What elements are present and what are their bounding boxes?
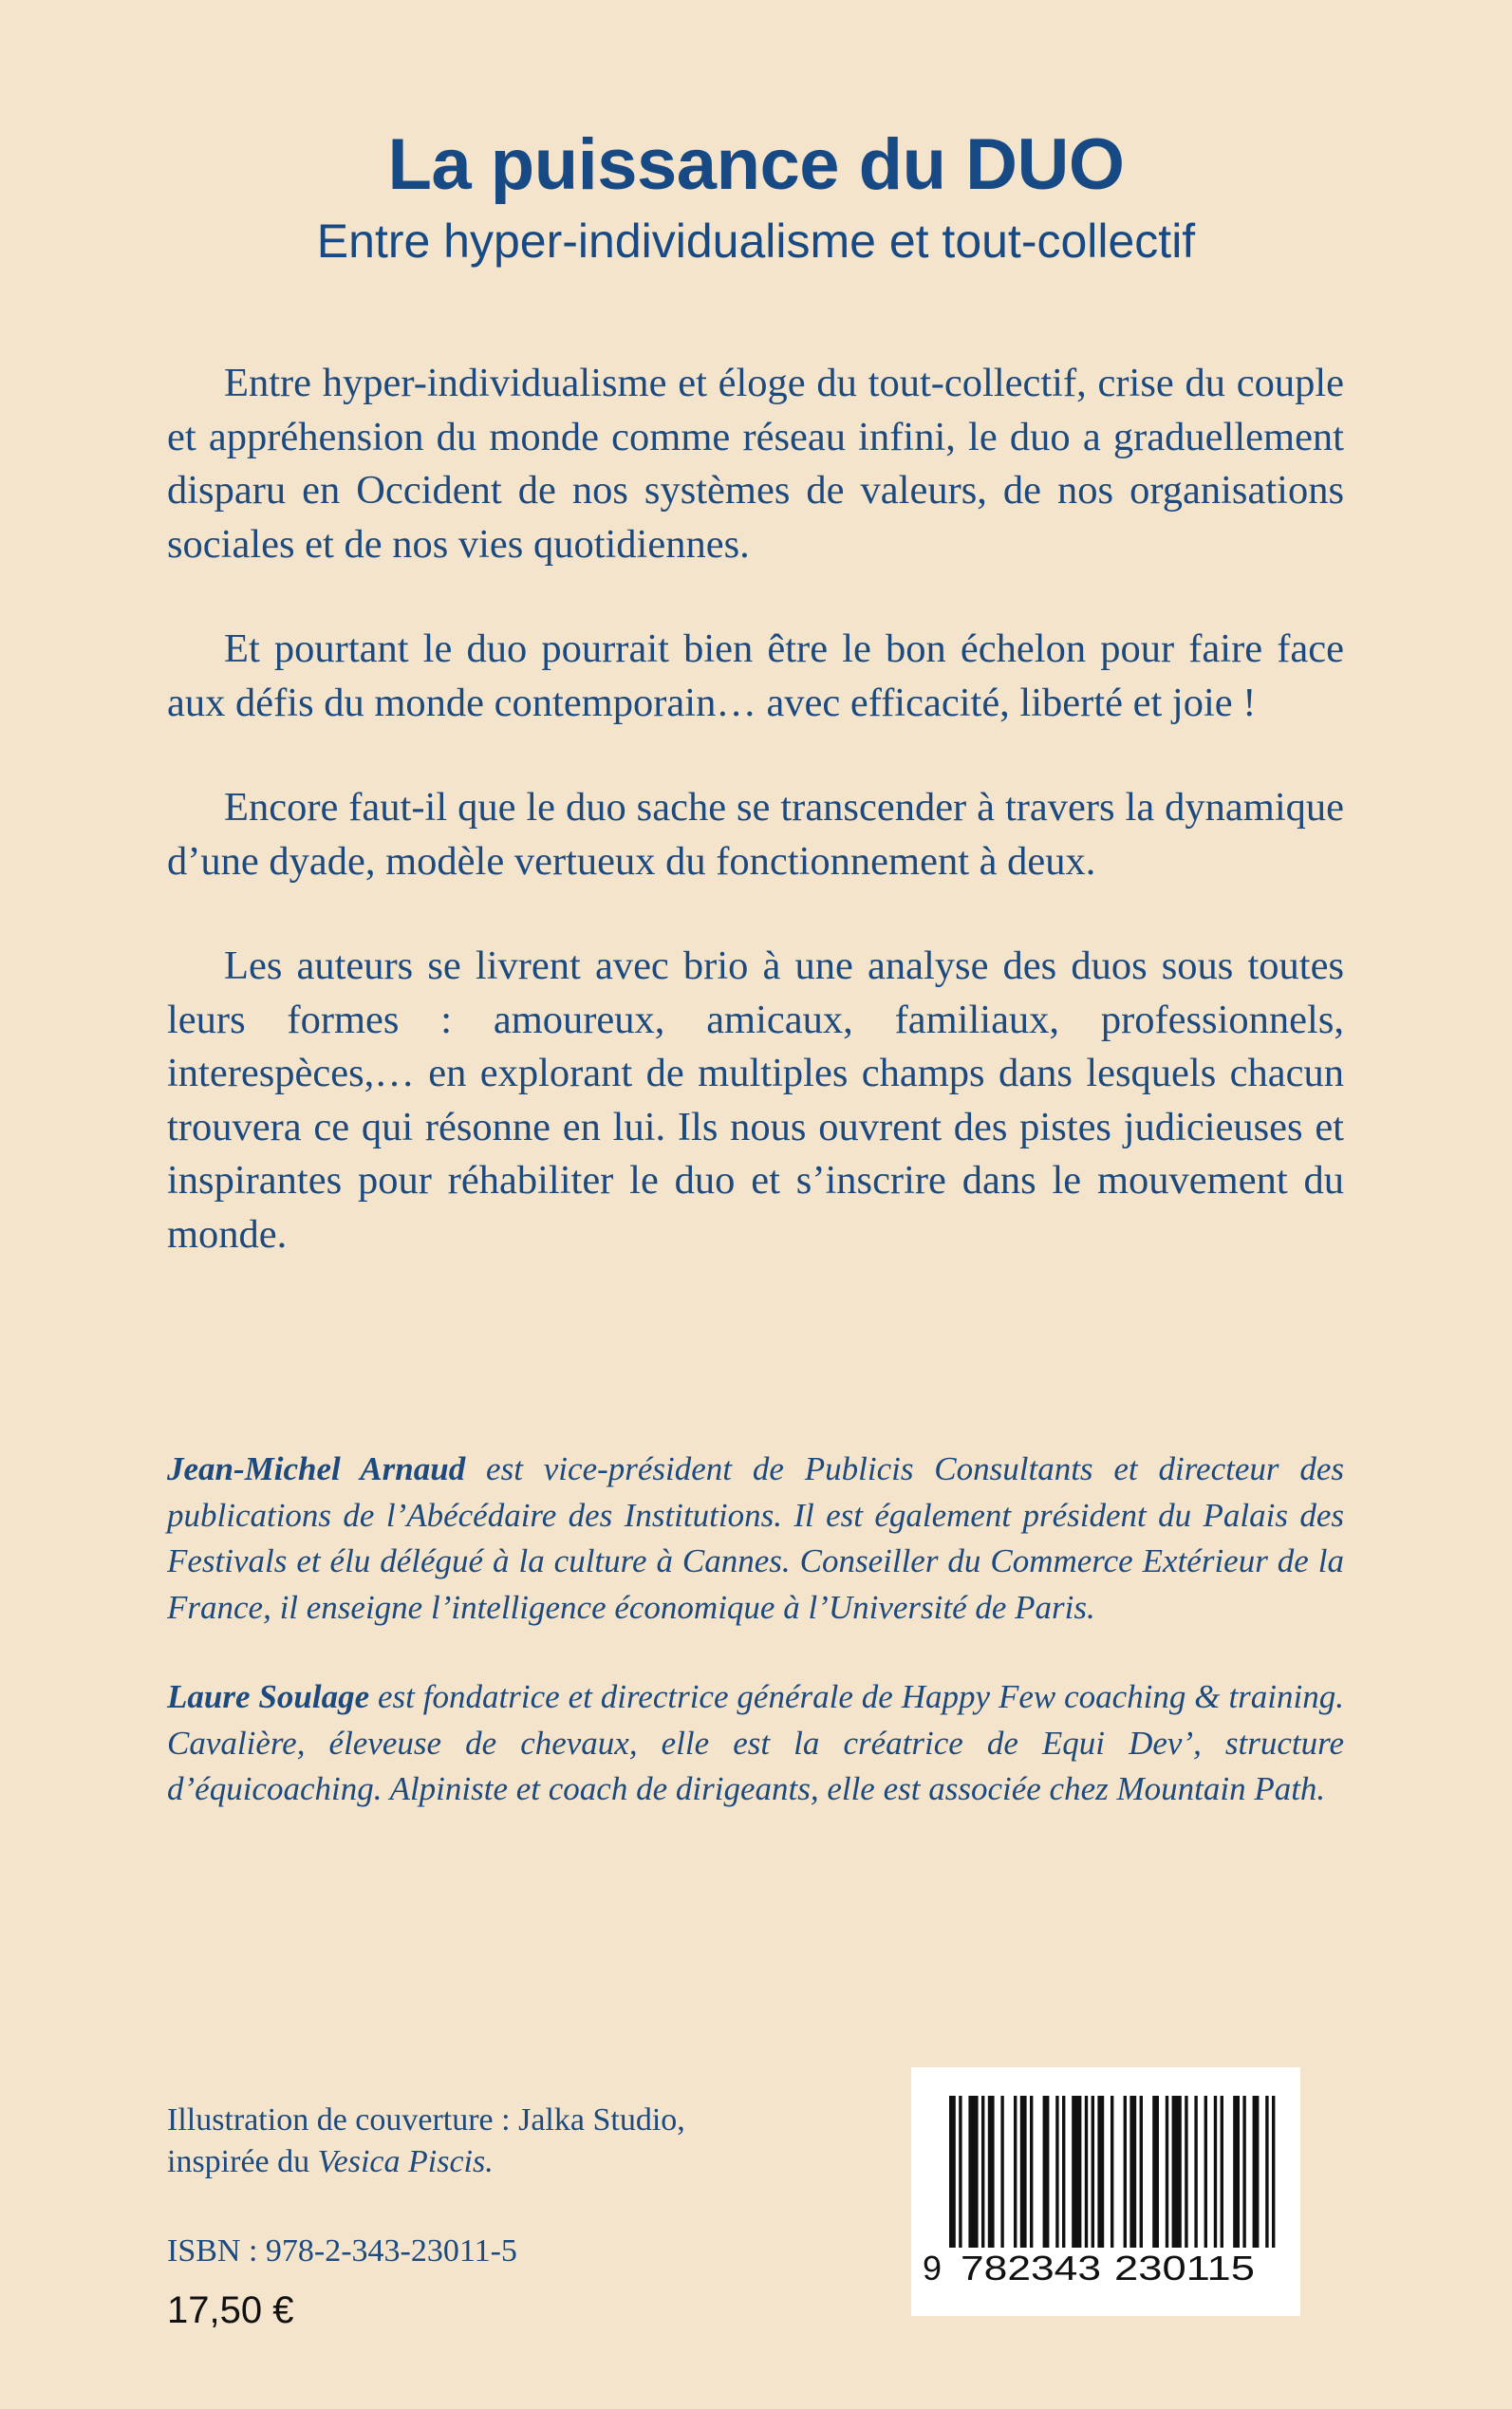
barcode-bar — [1043, 2096, 1050, 2248]
barcode-bar — [1166, 2096, 1168, 2248]
barcode-bar — [981, 2096, 984, 2248]
barcode-bar — [1194, 2096, 1197, 2248]
barcode-right-digits: 230115 — [1114, 2249, 1255, 2288]
price-label: 17,50 € — [167, 2289, 294, 2331]
barcode-bar — [1204, 2096, 1207, 2248]
blurb-paragraph: Et pourtant le duo pourrait bien être le bon échelon pour faire face aux défis du monde contemporain… avec efficacité, liberté et joie ! — [167, 626, 1344, 725]
barcode-bar — [1085, 2096, 1088, 2248]
credit-prefix: inspirée du — [167, 2144, 318, 2179]
author-name: Jean-Michel Arnaud — [167, 1450, 466, 1487]
barcode-bar — [1140, 2096, 1143, 2248]
barcode-bar — [1055, 2096, 1058, 2248]
barcode-bar — [1172, 2096, 1182, 2248]
barcode-bar — [1097, 2096, 1104, 2248]
barcode-bar — [949, 2096, 956, 2248]
barcode-bar — [959, 2096, 961, 2248]
blurb-paragraph: Les auteurs se livrent avec brio à une analyse des duos sous toutes leurs formes : amoureux, amicaux, familiaux, professionnels, interespèces,… en explorant de multiples champs dans lesquels chacun trouvera ce qui résonne en lui. Ils nous ouvrent des pistes judicieuses et inspirantes pour réhabiliter le duo et s’inscrire dans le mouvement du monde. — [167, 943, 1344, 1257]
barcode-bar — [1242, 2096, 1245, 2248]
author-bios — [167, 1447, 1344, 1857]
barcode-bar — [1265, 2096, 1268, 2248]
book-subtitle: Entre hyper-individualisme et tout-collectif — [316, 215, 1196, 268]
barcode-bar — [1092, 2096, 1094, 2248]
barcode-bar — [1185, 2096, 1187, 2248]
barcode-bars — [949, 2096, 1275, 2248]
author-name: Laure Soulage — [167, 1678, 370, 1715]
barcode-bar — [968, 2096, 978, 2248]
barcode-bar — [1233, 2096, 1240, 2248]
credit-work-title: Vesica Piscis. — [317, 2144, 494, 2179]
barcode-bar — [1129, 2096, 1136, 2248]
barcode-lead-digit: 9 — [923, 2249, 943, 2288]
barcode-bar — [1020, 2096, 1027, 2248]
credit-line: Illustration de couverture : Jalka Studio, — [167, 2102, 685, 2138]
blurb-paragraph: Entre hyper-individualisme et éloge du tout-collectif, crise du couple et appréhension du monde comme réseau infini, le duo a graduellement disparu en Occident de nos systèmes de valeurs, de nos organisations sociales et de nos vies quotidiennes. — [167, 361, 1344, 567]
barcode-bar — [1030, 2096, 1033, 2248]
cover-header — [0, 121, 1512, 270]
author-bio — [167, 1674, 1344, 1813]
barcode-bar — [1253, 2096, 1260, 2248]
barcode-bar — [1000, 2096, 1003, 2248]
book-title: La puissance du DUO — [387, 124, 1125, 205]
barcode-bar — [988, 2096, 995, 2248]
barcode-graphic — [911, 2067, 1300, 2316]
barcode-left-digits: 782343 — [961, 2249, 1101, 2288]
barcode-bar — [1152, 2096, 1159, 2248]
author-bio-text: est fondatrice et directrice générale de Happy Few coaching & training. Cavalière, éleveuse de chevaux, elle est la créatrice de Equi Dev’, structure d’équicoaching. Alpiniste et coach de dirigeants, elle est associée chez Mountain Path. — [167, 1678, 1344, 1807]
barcode-bar — [1072, 2096, 1081, 2248]
barcode-bar — [1221, 2096, 1223, 2248]
credit-line — [167, 2141, 775, 2183]
author-bio — [167, 1447, 1344, 1631]
barcode-bar — [1214, 2096, 1217, 2248]
barcode-bar — [1124, 2096, 1127, 2248]
isbn-label: ISBN : 978-2-343-23011-5 — [167, 2233, 517, 2269]
blurb-paragraph: Encore faut-il que le duo sache se transcender à travers la dynamique d’une dyade, modèle vertueux du fonctionnement à deux. — [167, 785, 1344, 884]
barcode — [911, 2067, 1300, 2316]
illustration-credit — [167, 2100, 775, 2183]
barcode-bar — [1111, 2096, 1113, 2248]
barcode-bar — [1272, 2096, 1275, 2248]
author-bio-text: est vice-président de Publicis Consultants et directeur des publications de l’Abécédaire des Institutions. Il est également président du Palais des Festivals et élu délégué à la culture à Cannes. Conseiller du Commerce Extérieur de la France, il enseigne l’intelligence économique à l’Université de Paris. — [167, 1450, 1344, 1626]
blurb — [167, 357, 1344, 1313]
barcode-bar — [1014, 2096, 1017, 2248]
barcode-bar — [1062, 2096, 1065, 2248]
